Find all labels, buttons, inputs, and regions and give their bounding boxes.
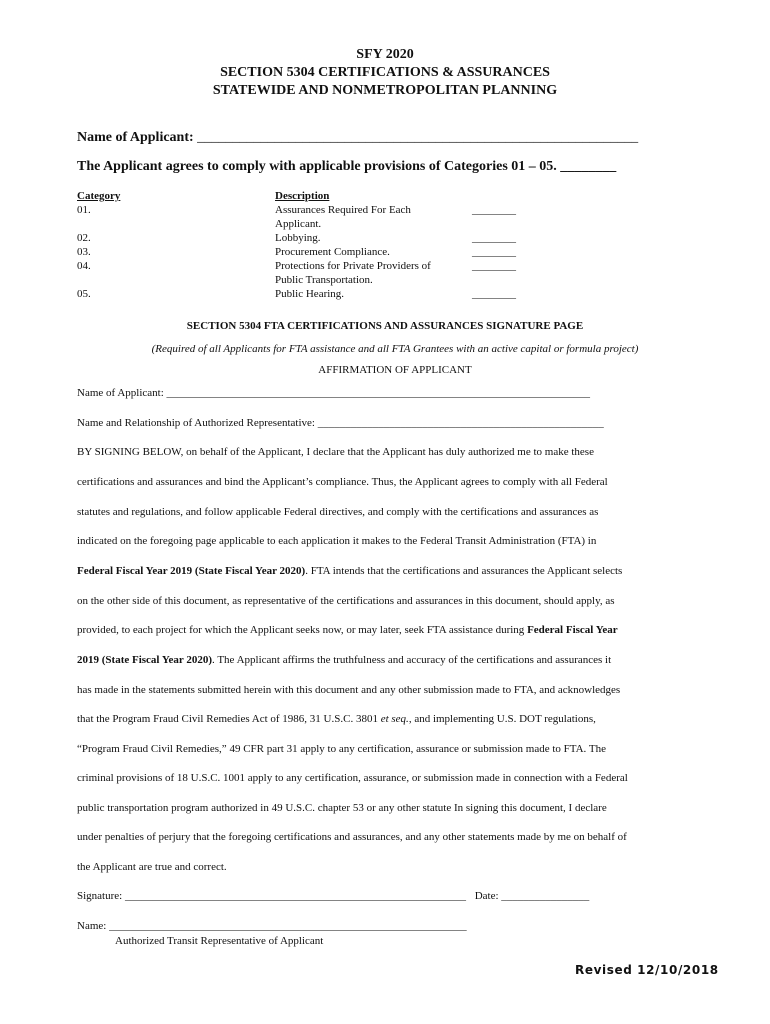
category-number: 03. xyxy=(77,246,91,258)
category-description-cont: Applicant. xyxy=(275,218,322,230)
date-label: Date: xyxy=(474,890,499,902)
date-field[interactable]: ________________ xyxy=(501,890,590,902)
agreement-text: The Applicant agrees to comply with applicable provisions of Categories 01 – 05. xyxy=(77,159,557,174)
revised-date: Revised 12/10/2018 xyxy=(575,963,719,977)
name-label: Name: xyxy=(77,920,107,932)
category-description: Assurances Required For Each xyxy=(275,204,411,216)
body-text: . The Applicant affirms the truthfulness and accuracy of the certifications and assurances it xyxy=(212,654,612,666)
category-check-field[interactable]: ________ xyxy=(472,288,516,300)
category-check-field[interactable]: ________ xyxy=(472,246,516,258)
description-column-header: Description xyxy=(275,190,330,202)
fiscal-year-text: 2019 (State Fiscal Year 2020) xyxy=(77,654,213,666)
body-line: public transportation program authorized in 49 U.S.C. chapter 53 or any other statute In signing this document, I declare xyxy=(77,802,607,814)
affirmation-applicant-label: Name of Applicant: xyxy=(77,387,164,399)
name-row xyxy=(77,920,467,932)
agreement-row xyxy=(77,159,616,175)
body-line xyxy=(77,654,611,666)
category-number: 04. xyxy=(77,260,91,272)
applicant-name-row xyxy=(77,130,638,146)
doc-title-planning: STATEWIDE AND NONMETROPOLITAN PLANNING xyxy=(212,83,558,98)
applicant-name-field[interactable]: _______________________________________________________________ xyxy=(197,130,639,145)
representative-field[interactable]: ____________________________________________________ xyxy=(317,417,604,429)
signature-field[interactable]: ______________________________________________________________ xyxy=(124,890,466,902)
body-line: under penalties of perjury that the foregoing certifications and assurances, and any other statements made by me on behalf of xyxy=(77,831,627,843)
fiscal-year-text: Federal Fiscal Year xyxy=(527,624,618,636)
representative-label: Name and Relationship of Authorized Representative: xyxy=(77,417,315,429)
signature-page-subtitle: (Required of all Applicants for FTA assistance and all FTA Grantees with an active capital or formula project) xyxy=(151,343,639,355)
category-description: Lobbying. xyxy=(275,232,321,244)
body-line xyxy=(77,713,596,725)
representative-row xyxy=(77,417,604,429)
affirmation-heading: AFFIRMATION OF APPLICANT xyxy=(318,364,472,376)
signature-row xyxy=(77,890,589,902)
signature-label: Signature: xyxy=(77,890,123,902)
category-description: Procurement Compliance. xyxy=(275,246,390,258)
doc-title-section: SECTION 5304 CERTIFICATIONS & ASSURANCES xyxy=(220,65,550,80)
body-line xyxy=(77,624,618,636)
body-text: , and implementing U.S. DOT regulations, xyxy=(408,713,596,725)
body-text: that the Program Fraud Civil Remedies Act of 1986, 31 U.S.C. 3801 xyxy=(77,713,381,725)
category-number: 05. xyxy=(77,288,91,300)
body-line: certifications and assurances and bind the Applicant’s compliance. Thus, the Applicant agrees to comply with all Federal xyxy=(77,476,608,488)
fiscal-year-text: Federal Fiscal Year 2019 (State Fiscal Year 2020) xyxy=(77,565,306,577)
name-field[interactable]: _________________________________________________________________ xyxy=(109,920,467,932)
category-description: Public Hearing. xyxy=(275,288,345,300)
applicant-name-label: Name of Applicant: xyxy=(77,130,194,145)
category-check-field[interactable]: ________ xyxy=(472,232,516,244)
body-line: criminal provisions of 18 U.S.C. 1001 apply to any certification, assurance, or submission made in connection with a Federal xyxy=(77,772,628,784)
body-line: BY SIGNING BELOW, on behalf of the Applicant, I declare that the Applicant has duly authorized me to make these xyxy=(77,446,594,458)
category-check-field[interactable]: ________ xyxy=(472,260,516,272)
body-line: indicated on the foregoing page applicable to each application it makes to the Federal Transit Administration (FTA) in xyxy=(77,535,597,547)
category-column-header: Category xyxy=(77,190,121,202)
body-line: on the other side of this document, as representative of the certifications and assurances in this document, should apply, as xyxy=(77,595,615,607)
category-description-cont: Public Transportation. xyxy=(275,274,373,286)
category-number: 02. xyxy=(77,232,91,244)
affirmation-applicant-row xyxy=(77,387,590,399)
body-line: statutes and regulations, and follow applicable Federal directives, and comply with the certifications and assurances as xyxy=(77,506,599,518)
category-number: 01. xyxy=(77,204,91,216)
body-text-italic: et seq. xyxy=(380,713,409,725)
body-line: the Applicant are true and correct. xyxy=(77,861,227,873)
body-line xyxy=(77,565,622,577)
body-line: has made in the statements submitted herein with this document and any other submission made to FTA, and acknowledges xyxy=(77,684,621,696)
body-text: . FTA intends that the certifications and assurances the Applicant selects xyxy=(305,565,623,577)
name-caption: Authorized Transit Representative of Applicant xyxy=(115,935,324,947)
affirmation-applicant-field[interactable]: _____________________________________________________________________________ xyxy=(166,387,591,399)
category-check-field[interactable]: ________ xyxy=(472,204,516,216)
body-line: “Program Fraud Civil Remedies,” 49 CFR part 31 apply to any certification, assurance or submission made to FTA. The xyxy=(77,743,606,755)
doc-title-year: SFY 2020 xyxy=(356,47,414,62)
signature-page-title: SECTION 5304 FTA CERTIFICATIONS AND ASSURANCES SIGNATURE PAGE xyxy=(186,320,584,332)
body-text: provided, to each project for which the Applicant seeks now, or may later, seek FTA assistance during xyxy=(77,624,528,636)
category-description: Protections for Private Providers of xyxy=(275,260,431,272)
agreement-field[interactable]: ________ xyxy=(560,159,617,174)
